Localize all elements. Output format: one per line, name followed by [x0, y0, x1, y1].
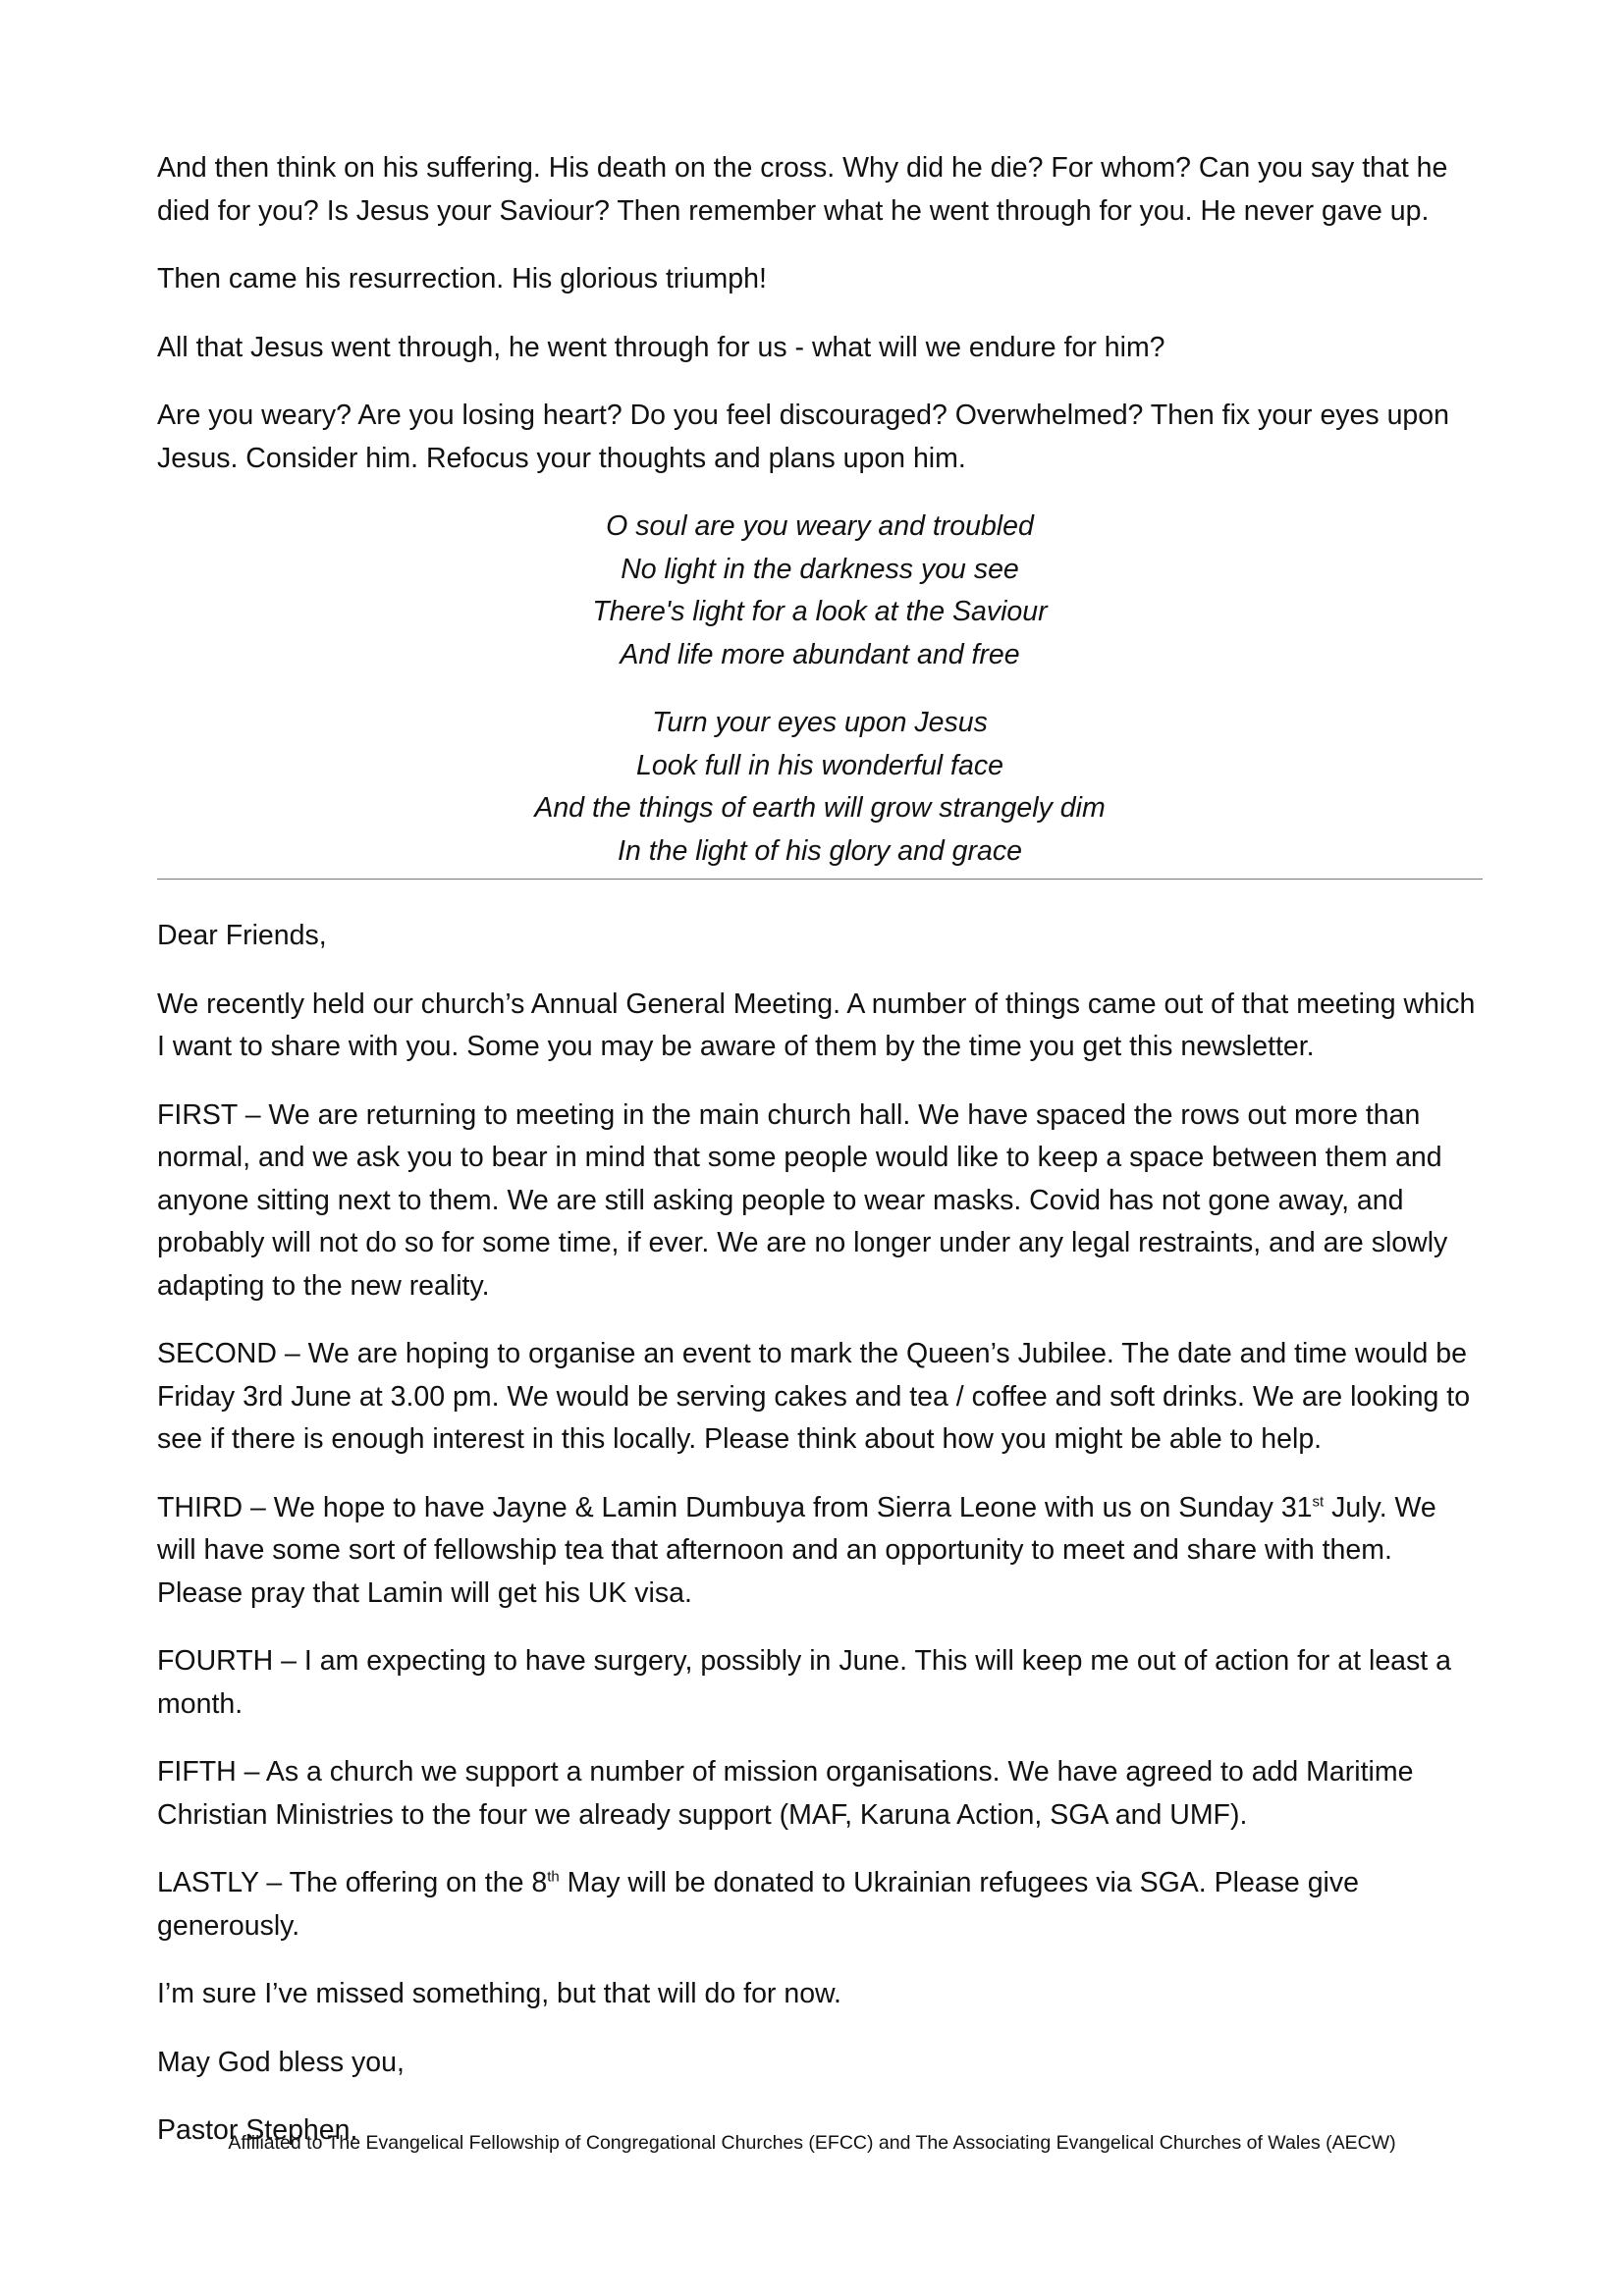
hymn-stanza-1 [157, 506, 1483, 676]
item-text: The offering on the 8 [282, 1867, 548, 1898]
affiliation-footer: Affiliated to The Evangelical Fellowship of Congregational Churches (EFCC) and The Associating Evangelical Churches of Wales (AECW) [228, 2132, 1396, 2154]
hymn-line: And the things of earth will grow strangely dim [534, 792, 1106, 824]
item-lead: THIRD – [157, 1491, 266, 1523]
letter-signature: Pastor Stephen. [157, 2114, 358, 2146]
item-text: I am expecting to have surgery, possibly in June. This will keep me out of action for at least a month. [157, 1645, 1451, 1720]
hymn-line: There's light for a look at the Saviour [592, 596, 1048, 627]
letter-blessing: May God bless you, [157, 2046, 405, 2078]
item-fifth [157, 1751, 1483, 1837]
item-lead: FIFTH – [157, 1756, 260, 1788]
item-third [157, 1487, 1483, 1616]
item-lead: FIRST – [157, 1098, 261, 1131]
letter-missed-note: I’m sure I’ve missed something, but that will do for now. [157, 1978, 841, 2009]
item-lead: LASTLY – [157, 1867, 283, 1898]
item-lead: SECOND – [157, 1338, 300, 1369]
hymn-line: No light in the darkness you see [621, 553, 1019, 585]
hymn-line: O soul are you weary and troubled [606, 510, 1034, 542]
hymn-line: Look full in his wonderful face [636, 749, 1003, 781]
reflection-paragraph-2: Then came his resurrection. His glorious triumph! [157, 263, 767, 294]
item-text: July. We will have some sort of fellowship tea that afternoon and an opportunity to meet and share with them. Please pray that Lamin will get his UK visa. [157, 1491, 1436, 1609]
letter-intro: We recently held our church’s Annual General Meeting. A number of things came out of that meeting which I want to share with you. Some you may be aware of them by the time you get this newsletter. [157, 988, 1476, 1062]
hymn-stanza-2 [157, 702, 1483, 873]
hymn-line: Turn your eyes upon Jesus [652, 707, 988, 738]
hymn-line: In the light of his glory and grace [618, 834, 1022, 867]
section-divider [157, 879, 1483, 880]
item-text: We hope to have Jayne & Lamin Dumbuya from Sierra Leone with us on Sunday 31 [265, 1491, 1313, 1523]
item-fourth [157, 1640, 1483, 1726]
ordinal-suffix: st [1312, 1493, 1325, 1510]
letter-greeting: Dear Friends, [157, 920, 327, 951]
item-second [157, 1333, 1483, 1462]
item-text: As a church we support a number of mission organisations. We have agreed to add Maritime Christian Ministries to the four we already support (MAF, Karuna Action, SGA and UMF). [157, 1756, 1414, 1831]
item-text: We are hoping to organise an event to mark the Queen’s Jubilee. The date and time would be Friday 3rd June at 3.00 pm. We would be serving cakes and tea / coffee and soft drinks. We are looking to see if there is enough interest in this locally. Please think about how you might be able to help. [157, 1338, 1471, 1455]
item-lastly [157, 1862, 1483, 1948]
reflection-paragraph-1: And then think on his suffering. His death on the cross. Why did he die? For whom? Can you say that he died for you? Is Jesus your Saviour? Then remember what he went through for you. He never gave up. [157, 152, 1448, 227]
hymn-line: And life more abundant and free [620, 638, 1020, 670]
reflection-paragraph-4: Are you weary? Are you losing heart? Do you feel discouraged? Overwhelmed? Then fix your eyes upon Jesus. Consider him. Refocus your thoughts and plans upon him. [157, 400, 1449, 474]
item-first [157, 1095, 1483, 1308]
item-text: We are returning to meeting in the main church hall. We have spaced the rows out more than normal, and we ask you to bear in mind that some people would like to keep a space between them and anyone sitting next to them. We are still asking people to wear masks. Covid has not gone away, and probably will not do so for some time, if ever. We are no longer under any legal restraints, and are slowly adapting to the new reality. [157, 1098, 1448, 1302]
item-lead: FOURTH – [157, 1645, 297, 1677]
item-text: May will be donated to Ukrainian refugees via SGA. Please give generously. [157, 1867, 1359, 1942]
reflection-paragraph-3: All that Jesus went through, he went through for us - what will we endure for him? [157, 331, 1165, 363]
ordinal-suffix: th [547, 1868, 560, 1886]
newsletter-page [157, 147, 1483, 2153]
